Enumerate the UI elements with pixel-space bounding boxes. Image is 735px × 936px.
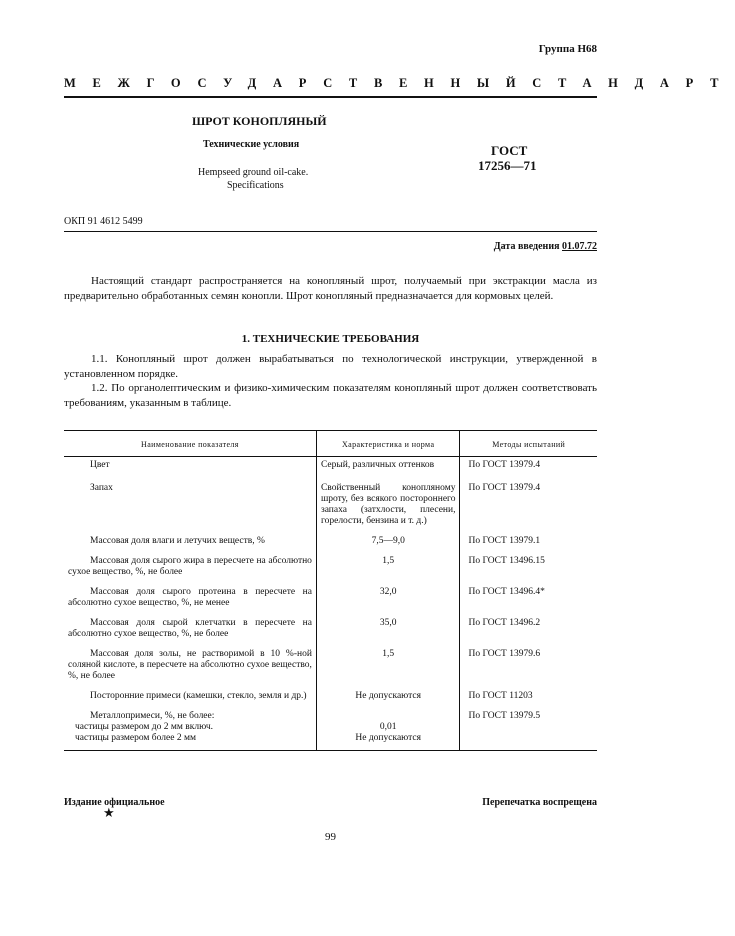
test-method: По ГОСТ 13496.15 [460, 553, 597, 584]
indicator-name: Массовая доля сырого протеина в пересчете на абсолютно сухое вещество, %, не менее [68, 587, 312, 608]
indicator-norm-metal [316, 708, 460, 751]
test-method: По ГОСТ 11203 [460, 688, 597, 708]
table-row [64, 708, 597, 751]
metal-sub-1: частицы размером до 2 мм включ. [75, 722, 214, 732]
document-subtitle: Технические условия [203, 139, 300, 150]
metal-sub-2: частицы размером более 2 мм [75, 733, 196, 743]
gost-number: 17256—71 [478, 158, 537, 173]
page-number: 99 [325, 831, 336, 843]
interstate-word-1: МЕЖГОСУДАРСТВЕННЫЙ [64, 76, 533, 90]
test-method: По ГОСТ 13979.6 [460, 646, 597, 688]
indicator-norm: Свойственный конопляному шроту, без всякого постороннего запаха (затхлости, плесени, горелости, бензина и т. д.) [316, 477, 460, 533]
document-title: ШРОТ КОНОПЛЯНЫЙ [192, 114, 327, 128]
indicator-norm: 1,5 [316, 646, 460, 688]
indicator-name-metal [64, 708, 316, 751]
english-title: Hempseed ground oil-cake. [198, 167, 309, 178]
indicator-norm: Не допускаются [316, 688, 460, 708]
indicator-norm: 7,5—9,0 [316, 533, 460, 553]
test-method: По ГОСТ 13979.1 [460, 533, 597, 553]
okp-rule [64, 231, 597, 232]
clause-1-2: 1.2. По органолептическим и физико-химическим показателям конопляный шрот должен соответствовать требованиям, указанным в таблице. [64, 382, 597, 409]
indicator-name: Массовая доля сырой клетчатки в пересчете на абсолютно сухое вещество, %, не более [68, 618, 312, 639]
requirements-table [64, 430, 597, 751]
metal-norm-1: 0,01 [379, 722, 397, 732]
metal-heading: Металлопримеси, %, не более: [90, 711, 215, 721]
reprint-prohibited: Перепечатка воспрещена [482, 797, 597, 808]
table-row [64, 533, 597, 553]
interstate-standard-banner [64, 76, 735, 91]
indicator-name: Цвет [90, 460, 110, 470]
english-subtitle: Specifications [227, 180, 284, 191]
introduction-date [494, 241, 597, 252]
indicator-norm: 32,0 [316, 584, 460, 615]
table-row [64, 584, 597, 615]
column-header: Характеристика и норма [316, 431, 460, 457]
indicator-norm: Серый, различных оттенков [316, 457, 460, 478]
test-method: По ГОСТ 13979.4 [460, 457, 597, 478]
indicator-name: Массовая доля влаги и летучих веществ, % [90, 536, 265, 546]
indicator-name: Запах [90, 483, 113, 493]
table-row [64, 688, 597, 708]
indicator-name: Массовая доля золы, не растворимой в 10 %-ной соляной кислоте, в пересчете на абсолютно сухое вещество, %, не более [68, 649, 312, 681]
test-method: По ГОСТ 13979.4 [460, 477, 597, 533]
header-rule [64, 96, 597, 98]
column-header: Наименование показателя [64, 431, 316, 457]
okp-code: ОКП 91 4612 5499 [64, 216, 143, 227]
group-code: Группа Н68 [538, 43, 597, 55]
gost-label: ГОСТ [491, 143, 528, 158]
test-method: По ГОСТ 13496.4* [460, 584, 597, 615]
test-method: По ГОСТ 13979.5 [460, 708, 597, 751]
section-heading: 1. ТЕХНИЧЕСКИЕ ТРЕБОВАНИЯ [241, 333, 420, 345]
table-row [64, 477, 597, 533]
date-value: 01.07.72 [562, 241, 597, 252]
table-row [64, 646, 597, 688]
table-row [64, 615, 597, 646]
indicator-norm: 35,0 [316, 615, 460, 646]
table-row [64, 457, 597, 478]
star-icon: ★ [103, 805, 115, 820]
indicator-name: Посторонние примеси (камешки, стекло, земля и др.) [90, 691, 307, 701]
interstate-word-2: СТАНДАРТ [532, 76, 735, 90]
indicator-norm: 1,5 [316, 553, 460, 584]
metal-norm-2: Не допускаются [355, 733, 421, 743]
intro-paragraph: Настоящий стандарт распространяется на конопляный шрот, получаемый при экстракции масла из предварительно обработанных семян конопли. Шрот конопляный предназначается для кормовых целей. [64, 275, 597, 302]
test-method: По ГОСТ 13496.2 [460, 615, 597, 646]
official-edition: Издание официальное [64, 797, 165, 808]
column-header: Методы испытаний [460, 431, 597, 457]
date-label: Дата введения [493, 241, 560, 252]
indicator-name: Массовая доля сырого жира в пересчете на абсолютно сухое вещество, %, не более [68, 556, 312, 577]
table-header-row [64, 431, 597, 457]
table-row [64, 553, 597, 584]
clause-1-1: 1.1. Конопляный шрот должен вырабатываться по технологической инструкции, утвержденной в установленном порядке. [64, 353, 597, 380]
